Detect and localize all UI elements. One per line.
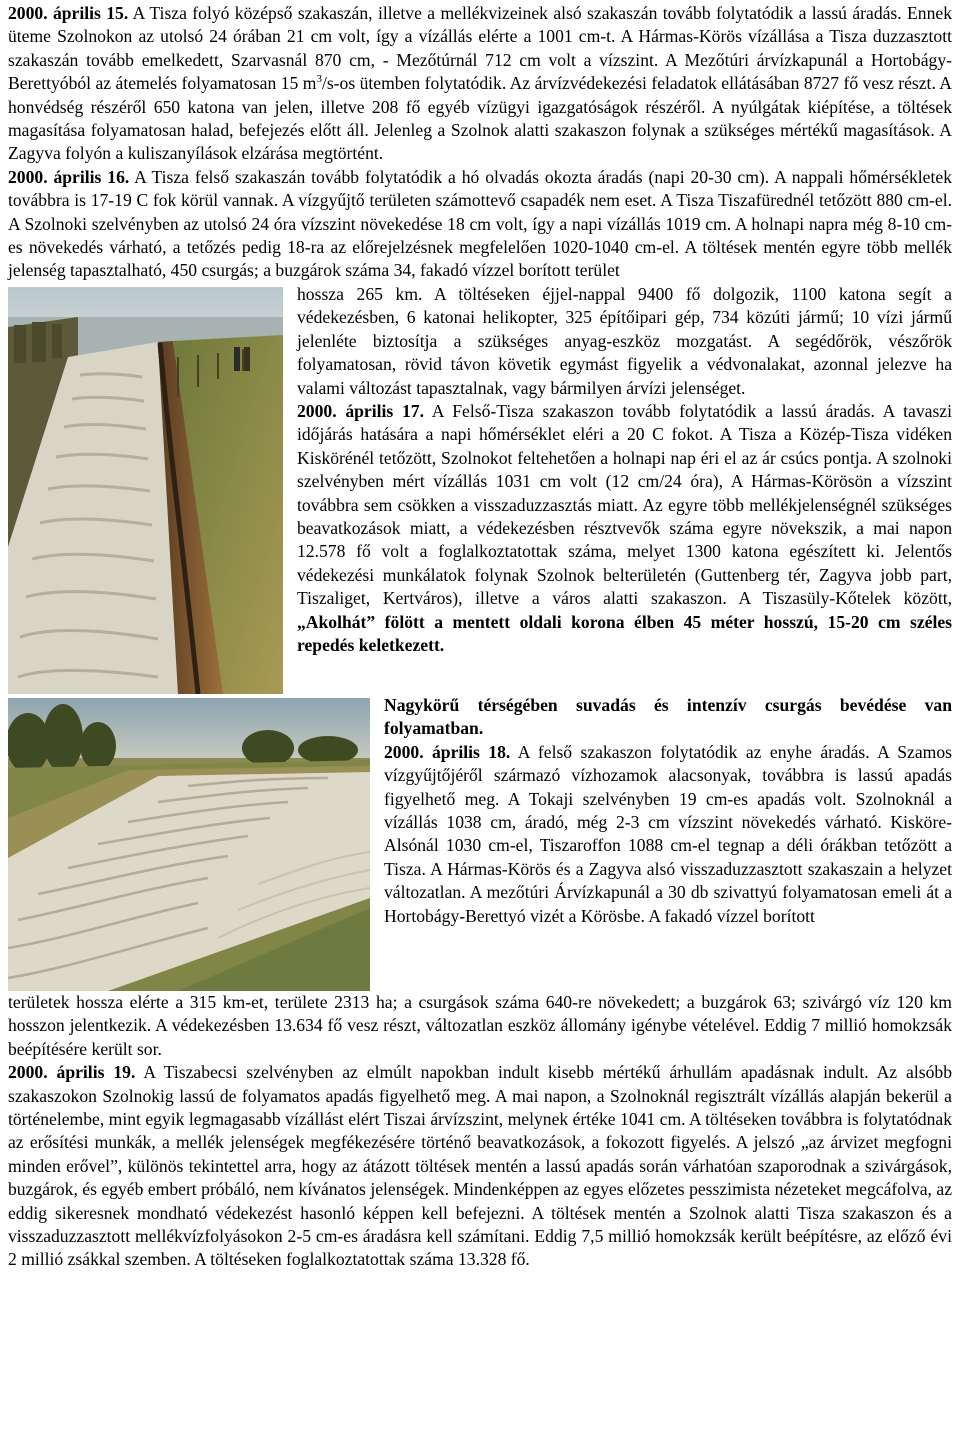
entry-date: 2000. április 15.: [8, 3, 129, 23]
entry-date: 2000. április 17.: [297, 400, 424, 421]
sandbag-wall-photo: [8, 698, 370, 991]
entry-text: /s-os ütemben folytatódik. Az árvízvédekezési feladatok ellátásában 8727 fő vesz részt. A honvédség részéről 650 katona van jelen, illetve 208 fő egyéb vízügyi igazgatóságok részéről. A nyúlgátak kiépítése, a töltések magasítása folyamatosan halad, befejezés előtt áll. Jelenleg a Szolnok alatti szakaszon folynak a szükséges mértékű magasítások. A Zagyva folyón a kuliszanyílások elzárása megtörtént.: [8, 73, 953, 164]
entry-april-18-continued: [8, 991, 952, 1061]
superscript: 3: [316, 73, 322, 86]
entry-date: 2000. április 19.: [8, 1062, 136, 1083]
entry-april-19: [8, 1061, 952, 1272]
entry-date: 2000. április 18.: [384, 741, 511, 762]
entry-april-16: [8, 166, 952, 283]
entry-text: A Tisza folyó középső szakaszán, illetve a mellékvizeinek alsó szakaszán tovább folytatódik a lassú áradás. Ennek üteme Szolnokon az utolsó 24 órában 21 cm volt, így a vízállás elérte a 1001 cm-t. A Hármas-Körös vízállása a Tisza duzzasztott szakaszán tovább emelkedett, Szarvasnál 870 cm, - Mezőtúrnál 712 cm volt a vízszint. A Mezőtúri árvízkapunál a Hortobágy-Berettyóból az átemelés folyamatosan 15 m: [8, 3, 952, 94]
entry-bold-text: Nagykörű térségében suvadás és intenzív csurgás bevédése van folyamatban.: [384, 694, 952, 739]
entry-text: A Tisza felső szakaszán tovább folytatódik a hó olvadás okozta áradás (napi 20-30 cm). A nappali hőmérsékletek továbbra is 17-19 C fok körül vannak. A vízgyűjtő területen számottevő csapadék nem eset. A Tisza Tiszafürednél tetőzött 880 cm-el. A Szolnoki szelvényben az utolsó 24 óra vízszint növekedése 18 cm volt, így a napi vízállás 1019 cm. A holnapi napra még 8-10 cm-es növekedés várható, a tetőzés pedig 18-ra az előrejelzésnek megfelelően 1020-1040 cm-el. A töltések mentén egyre több mellék jelenség tapasztalható, 450 csurgás; a buzgárok száma 34, fakadó vízzel borított terület: [8, 166, 952, 281]
entry-text: hossza 265 km. A töltéseken éjjel-nappal 9400 fő dolgozik, 1100 katona segít a védekezésben, 6 katonai helikopter, 325 építőipari gép, 734 közúti jármű; 10 vízi jármű jelenléte biztosítja a szükséges anyag-eszköz mozgatást. A segédőrök, vészőrök folyamatosan, rövid távon követik egymást figyelik a védvonalakat, azonnal jelezve ha valami változást tapasztalnak, vagy bármilyen árvízi jelenséget.: [297, 283, 952, 398]
flood-levee-sandbag-photo: [8, 287, 283, 694]
entry-text: A felső szakaszon folytatódik az enyhe áradás. A Szamos vízgyűjtőjéről származó vízhozamok alacsonyak, továbbra is lassú apadás figyelhető meg. A Tokaji szelvényben 19 cm-es apadás volt. Szolnoknál a vízállás 1038 cm, áradó, még 2-3 cm vízszint növekedés várható. Kisköre-Alsónál 1030 cm-el, Tiszaroffon 1088 cm-el tegnap a déli órákban tetőzött a Tisza. A Hármas-Körös és a Zagyva alsó visszaduzzasztott szakaszain a helyzet változatlan. A mezőtúri Árvízkapunál a 30 db szivattyú folyamatosan emeli át a Hortobágy-Berettyó vizét a Körösbe. A fakadó vízzel borított: [384, 741, 952, 926]
entry-text: területek hossza elérte a 315 km-et, területe 2313 ha; a csurgások száma 640-re növekedett; a buzgárok 63; szivárgó víz 120 km hosszon jelentkezik. A védekezésben 13.634 fő vesz részt, változatlan eszköz állomány igénybe vételével. Eddig 7 millió homokzsák beépítésére került sor.: [8, 991, 952, 1059]
entry-text: A Felső-Tisza szakaszon tovább folytatódik a lassú áradás. A tavaszi időjárás hatására a napi hőmérséklet eléri a 20 C fokot. A Tisza a Közép-Tisza vidéken Kiskörénél tetőzött, Szolnokot feltehetően a holnapi nap éri el az ár csúcs pontja. A szolnoki szelvényben mért vízállás 1031 cm volt (12 cm/24 óra), A Hármas-Körösön a vízszint továbbra sem csökken a visszaduzzasztás miatt. Az egyre több mellékjelenségnél szükséges beavatkozások miatt, a védekezésben résztvevők száma egyre növekszik, a mai napon 12.578 fő volt a foglalkoztatottak száma, melyet 1300 katona egészített ki. Jelentős védekezési munkálatok folynak Szolnok belterületén (Guttenberg tér, Zagyva jobb part, Tiszaliget, Kertváros), illetve a város alatti szakaszon. A Tiszasüly-Kőtelek között,: [297, 400, 953, 609]
entry-bold-text: „Akolhát” fölött a mentett oldali korona élben 45 méter hosszú, 15-20 cm széles repedés keletkezett.: [297, 611, 952, 655]
entry-date: 2000. április 16.: [8, 166, 130, 187]
entry-text: A Tiszabecsi szelvényben az elmúlt napokban indult kisebb mértékű árhullám apadásnak indult. Az alsóbb szakaszokon Szolnokig lassú de folyamatos apadás figyelhető meg. A mai napon, a Szolnoknál regisztrált vízállás alapján bekerül a történelembe, mint egyik legmagasabb vízállást elért Tiszai árvízszint, melynek értéke 1041 cm. A töltéseken továbbra is folytatódnak az erősítési munkák, a mellék jelenségek megfékezésére történő beavatkozások, a fokozott figyelés. A jelszó „az árvizet megfogni minden erővel”, különös tekintettel arra, hogy az átázott töltések mentén a lassú apadás során várhatóan szaporodnak a szivárgások, buzgárok, és egyéb embert próbáló, nem kívánatos jelenségek. Mindenképpen az egyes előzetes pesszimista nézeteket megcáfolva, az eddig sikeresnek mondható védekezést hasonló képpen kell befejezni. A töltések mentén a Szolnok alatti Tisza szakaszon és a visszaduzzasztott mellékvízfolyásokon 2-5 cm-es áradásra kell számítani. Eddig 7,5 millió homokzsák került beépítésre, az előző évi 2 millió zsákkal szemben. A töltéseken foglalkoztatottak száma 13.328 fő.: [8, 1062, 952, 1270]
entry-april-15: [8, 2, 952, 166]
